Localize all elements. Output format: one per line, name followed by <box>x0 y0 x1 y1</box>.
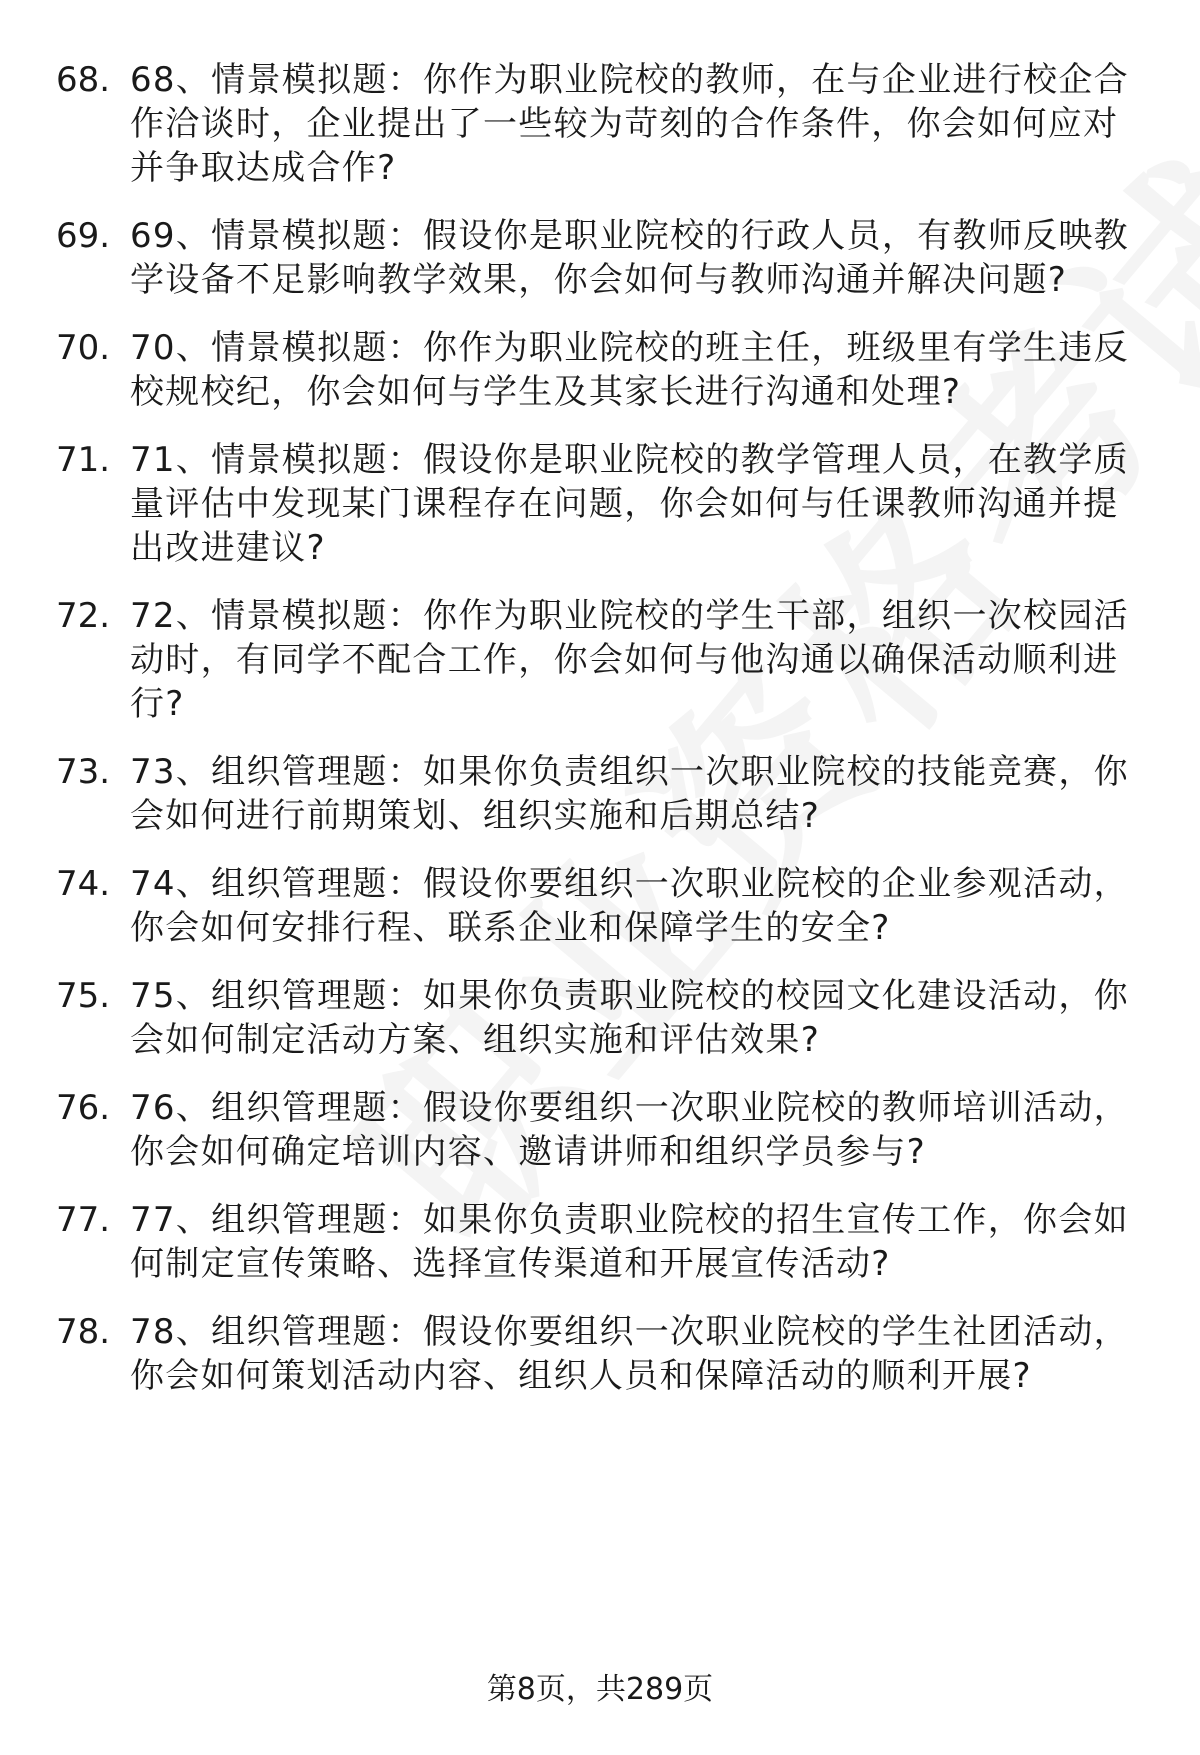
question-text: 69、情景模拟题：假设你是职业院校的行政人员，有教师反映教学设备不足影响教学效果，你会如何与教师沟通并解决问题? <box>130 216 1129 300</box>
question-number: 75. <box>56 976 111 1016</box>
question-text: 70、情景模拟题：你作为职业院校的班主任，班级里有学生违反校规校纪，你会如何与学生及其家长进行沟通和处理? <box>130 328 1129 412</box>
question-number: 69. <box>56 216 111 256</box>
question-item <box>0 1310 1200 1398</box>
question-item <box>0 438 1200 570</box>
question-item <box>0 862 1200 950</box>
question-text: 75、组织管理题：如果你负责职业院校的校园文化建设活动，你会如何制定活动方案、组织实施和评估效果? <box>130 976 1129 1060</box>
question-text: 74、组织管理题：假设你要组织一次职业院校的企业参观活动，你会如何安排行程、联系企业和保障学生的安全? <box>130 864 1129 948</box>
question-number: 68. <box>56 60 111 100</box>
question-item <box>0 326 1200 414</box>
question-item <box>0 1086 1200 1174</box>
question-list <box>0 58 1200 1422</box>
question-item <box>0 594 1200 726</box>
question-text: 76、组织管理题：假设你要组织一次职业院校的教师培训活动，你会如何确定培训内容、邀请讲师和组织学员参与? <box>130 1088 1129 1172</box>
question-item <box>0 750 1200 838</box>
question-text: 72、情景模拟题：你作为职业院校的学生干部，组织一次校园活动时，有同学不配合工作，你会如何与他沟通以确保活动顺利进行? <box>130 596 1129 724</box>
question-number: 78. <box>56 1312 111 1352</box>
question-number: 73. <box>56 752 111 792</box>
question-number: 72. <box>56 596 111 636</box>
question-number: 74. <box>56 864 111 904</box>
question-item <box>0 974 1200 1062</box>
question-text: 73、组织管理题：如果你负责组织一次职业院校的技能竞赛，你会如何进行前期策划、组织实施和后期总结? <box>130 752 1129 836</box>
question-text: 78、组织管理题：假设你要组织一次职业院校的学生社团活动，你会如何策划活动内容、组织人员和保障活动的顺利开展? <box>130 1312 1129 1396</box>
question-text: 77、组织管理题：如果你负责职业院校的招生宣传工作，你会如何制定宣传策略、选择宣传渠道和开展宣传活动? <box>130 1200 1129 1284</box>
question-text: 68、情景模拟题：你作为职业院校的教师，在与企业进行校企合作洽谈时，企业提出了一些较为苛刻的合作条件，你会如何应对并争取达成合作? <box>130 60 1129 188</box>
question-text: 71、情景模拟题：假设你是职业院校的教学管理人员，在教学质量评估中发现某门课程存在问题，你会如何与任课教师沟通并提出改进建议? <box>130 440 1129 568</box>
question-number: 70. <box>56 328 111 368</box>
question-item <box>0 214 1200 302</box>
question-item <box>0 58 1200 190</box>
question-item <box>0 1198 1200 1286</box>
page-footer: 第8页，共289页 <box>486 1672 714 1707</box>
question-number: 77. <box>56 1200 111 1240</box>
question-number: 76. <box>56 1088 111 1128</box>
question-number: 71. <box>56 440 111 480</box>
